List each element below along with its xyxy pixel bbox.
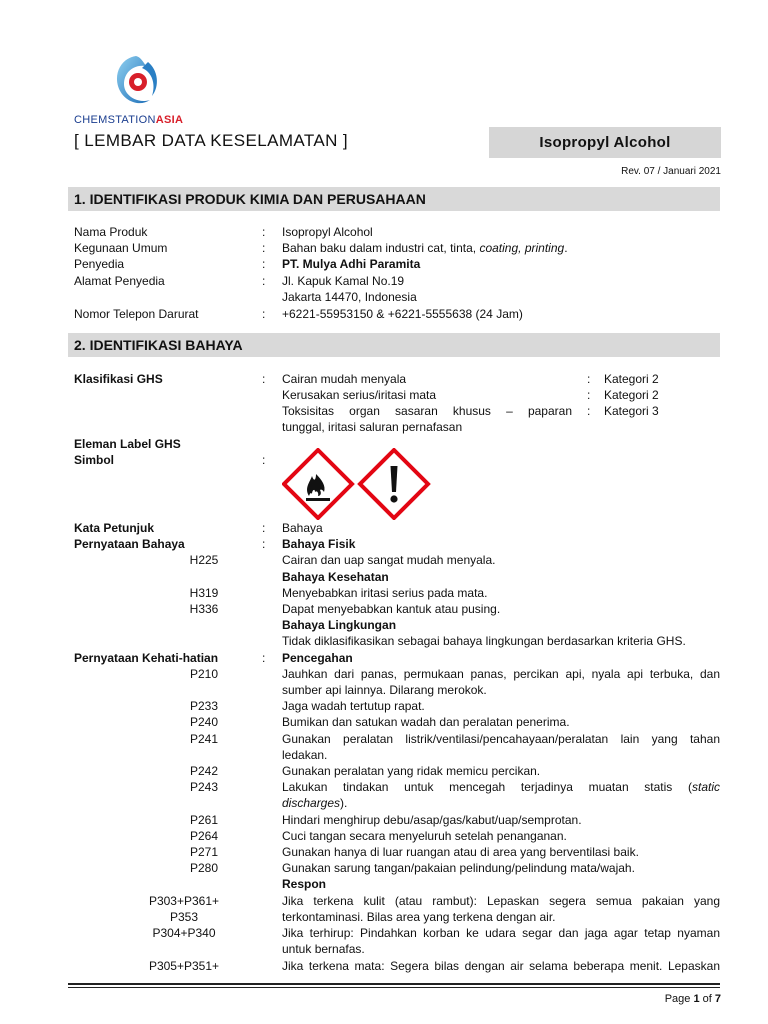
code-p353: P353: [169, 910, 199, 924]
code-p261: P261: [189, 813, 219, 827]
label-signal-word: Kata Petunjuk: [74, 521, 155, 535]
product-name-box: Isopropyl Alcohol: [489, 127, 721, 158]
colon: :: [262, 274, 266, 288]
colon: :: [587, 388, 591, 402]
text-h336: Dapat menyebabkan kantuk atau pusing.: [282, 602, 501, 616]
code-p271: P271: [189, 845, 219, 859]
value-address-line2: Jakarta 14470, Indonesia: [282, 290, 417, 304]
text-p303-line2: terkontaminasi. Bilas area yang terkena dengan air.: [282, 910, 556, 924]
value-emergency-phone: +6221-55953150 & +6221-5555638 (24 Jam): [282, 307, 523, 321]
label-precautionary-statement: Pernyataan Kehati-hatian: [74, 651, 219, 665]
exclamation-mark-icon: [360, 450, 428, 518]
value-address-line1: Jl. Kapuk Kamal No.19: [282, 274, 405, 288]
colon: :: [262, 307, 266, 321]
label-general-use: Kegunaan Umum: [74, 241, 168, 255]
value-general-use: Bahan baku dalam industri cat, tinta, coating, printing.: [282, 241, 568, 255]
ghs-category-3: Kategori 3: [604, 404, 659, 418]
heading-prevention: Pencegahan: [282, 651, 353, 665]
label-symbol: Simbol: [74, 453, 115, 467]
ghs-category-2: Kategori 2: [604, 388, 659, 402]
footer-divider: [68, 987, 720, 988]
text-p233: Jaga wadah tertutup rapat.: [282, 699, 425, 713]
section-1-header: 1. IDENTIFIKASI PRODUK KIMIA DAN PERUSAHAAN: [68, 187, 720, 211]
colon: :: [262, 521, 266, 535]
text-p210: Jauhkan dari panas, permukaan panas, percikan api, nyala api terbuka, dan: [282, 667, 720, 681]
code-p242: P242: [189, 764, 219, 778]
colon: :: [262, 241, 266, 255]
ghs-pictograms: [282, 448, 432, 520]
footer-divider: [68, 983, 720, 985]
colon: :: [262, 453, 266, 467]
value-product-name: Isopropyl Alcohol: [282, 225, 373, 239]
label-ghs-label-elements: Eleman Label GHS: [74, 437, 181, 451]
text-h225: Cairan dan uap sangat mudah menyala.: [282, 553, 496, 567]
ghs-class-3: Toksisitas organ sasaran khusus – paparan: [282, 404, 572, 418]
colon: :: [262, 372, 266, 386]
text-p304-line2: untuk bernafas.: [282, 942, 365, 956]
heading-response: Respon: [282, 877, 327, 891]
text-p305: Jika terkena mata: Segera bilas dengan air selama beberapa menit. Lepaskan: [282, 959, 720, 973]
code-p241: P241: [189, 732, 219, 746]
colon: :: [587, 372, 591, 386]
label-product-name: Nama Produk: [74, 225, 148, 239]
section-2-header: 2. IDENTIFIKASI BAHAYA: [68, 333, 720, 357]
label-supplier-address: Alamat Penyedia: [74, 274, 165, 288]
flame-icon: [284, 450, 352, 518]
heading-environmental-hazard: Bahaya Lingkungan: [282, 618, 397, 632]
code-h319: H319: [189, 586, 219, 600]
revision-text: Rev. 07 / Januari 2021: [621, 166, 721, 177]
colon: :: [262, 257, 266, 271]
text-p280: Gunakan sarung tangan/pakaian pelindung/pelindung mata/wajah.: [282, 861, 635, 875]
text-p241-line2: ledakan.: [282, 748, 328, 762]
text-p243-line2: discharges).: [282, 796, 348, 810]
document-title: [ LEMBAR DATA KESELAMATAN ]: [74, 131, 349, 150]
label-ghs-classification: Klasifikasi GHS: [74, 372, 163, 386]
text-p271: Gunakan hanya di luar ruangan atau di area yang berventilasi baik.: [282, 845, 639, 859]
text-p304: Jika terhirup: Pindahkan korban ke udara segar dan jaga agar tetap nyaman: [282, 926, 720, 940]
code-p233: P233: [189, 699, 219, 713]
value-supplier: PT. Mulya Adhi Paramita: [282, 257, 421, 271]
colon: :: [262, 225, 266, 239]
colon: :: [262, 537, 266, 551]
text-p242: Gunakan peralatan yang ridak memicu percikan.: [282, 764, 541, 778]
company-logo-icon: [112, 52, 160, 112]
label-emergency-phone: Nomor Telepon Darurat: [74, 307, 199, 321]
code-p210: P210: [189, 667, 219, 681]
code-h225: H225: [189, 553, 219, 567]
text-p241: Gunakan peralatan listrik/ventilasi/pencahayaan/peralatan lain yang tahan: [282, 732, 720, 746]
text-p210-line2: sumber api lainnya. Dilarang merokok.: [282, 683, 487, 697]
text-h319: Menyebabkan iritasi serius pada mata.: [282, 586, 488, 600]
colon: :: [587, 404, 591, 418]
heading-physical-hazard: Bahaya Fisik: [282, 537, 356, 551]
text-p264: Cuci tangan secara menyeluruh setelah penanganan.: [282, 829, 567, 843]
colon: :: [262, 651, 266, 665]
label-supplier: Penyedia: [74, 257, 125, 271]
code-p280: P280: [189, 861, 219, 875]
code-h336: H336: [189, 602, 219, 616]
brand-name: CHEMSTATIONASIA: [74, 114, 184, 126]
text-environmental-hazard: Tidak diklasifikasikan sebagai bahaya lingkungan berdasarkan kriteria GHS.: [282, 634, 686, 648]
ghs-class-2: Kerusakan serius/iritasi mata: [282, 388, 437, 402]
code-p305: P305+P351+: [148, 959, 220, 973]
ghs-class-1: Cairan mudah menyala: [282, 372, 407, 386]
text-p240: Bumikan dan satukan wadah dan peralatan penerima.: [282, 715, 570, 729]
label-hazard-statement: Pernyataan Bahaya: [74, 537, 185, 551]
text-p303: Jika terkena kulit (atau rambut): Lepaskan segera semua pakaian yang: [282, 894, 720, 908]
ghs-category-1: Kategori 2: [604, 372, 659, 386]
code-p240: P240: [189, 715, 219, 729]
ghs-class-3-line2: tunggal, iritasi saluran pernafasan: [282, 420, 463, 434]
code-p243: P243: [189, 780, 219, 794]
text-p261: Hindari menghirup debu/asap/gas/kabut/uap/semprotan.: [282, 813, 582, 827]
value-signal-word: Bahaya: [282, 521, 323, 535]
heading-health-hazard: Bahaya Kesehatan: [282, 570, 389, 584]
text-p243: Lakukan tindakan untuk mencegah terjadinya muatan statis (static: [282, 780, 720, 794]
page-number: Page 1 of 7: [664, 993, 721, 1005]
code-p264: P264: [189, 829, 219, 843]
code-p304: P304+P340: [152, 926, 216, 940]
code-p303: P303+P361+: [148, 894, 220, 908]
